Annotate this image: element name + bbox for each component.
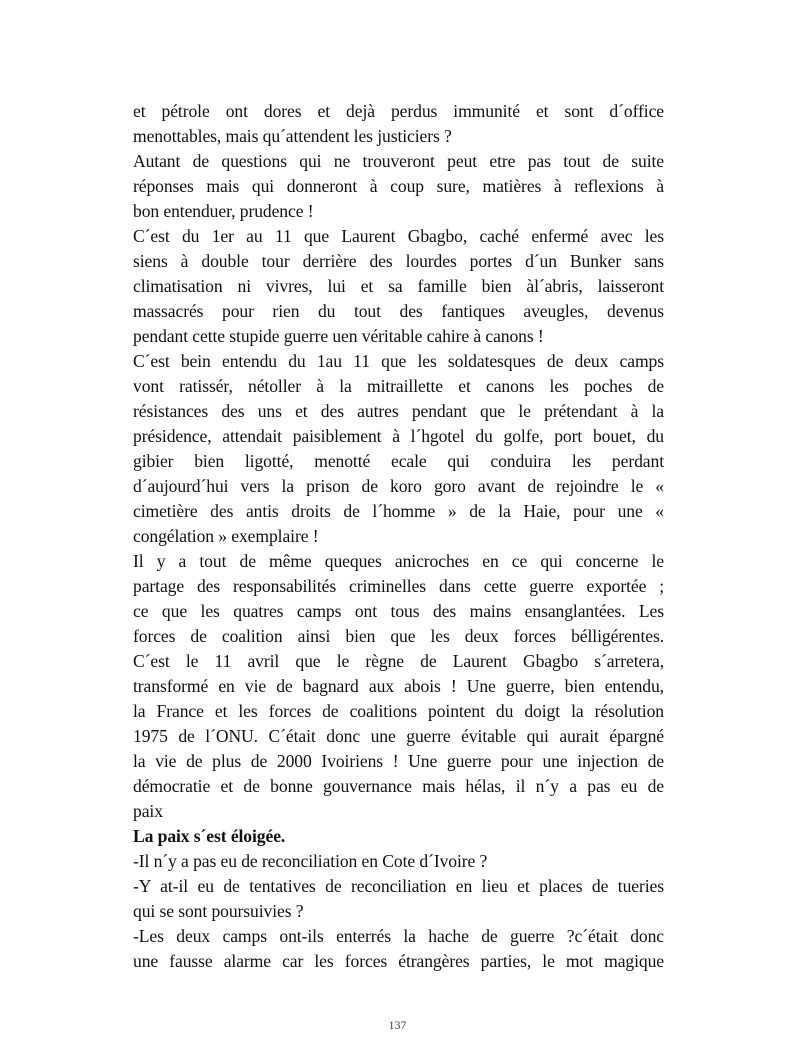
text-line: paix [133,801,163,821]
text-line: cimetière des antis droits de l´homme » de la Haie, pour une « [133,501,664,521]
text-line: C´est bein entendu du 1au 11 que les soldatesques de deux camps [133,351,664,371]
text-line: transformé en vie de bagnard aux abois ! Une guerre, bien entendu, [133,676,664,696]
text-line: forces de coalition ainsi bien que les deux forces bélligérentes. [133,626,664,646]
text-line: démocratie et de bonne gouvernance mais hélas, il n´y a pas eu de [133,776,664,796]
text-line: -Les deux camps ont-ils enterrés la hache de guerre ?c´était donc [133,926,664,946]
text-line: C´est du 1er au 11 que Laurent Gbagbo, caché enfermé avec les [133,226,664,246]
text-line: vont ratissér, nétoller à la mitraillette et canons les poches de [133,376,664,396]
text-line: massacrés pour rien du tout des fantiques aveugles, devenus [133,301,664,321]
text-line: une fausse alarme car les forces étrangères parties, le mot magique [133,951,664,971]
page-number: 137 [388,1018,407,1032]
text-line: présidence, attendait paisiblement à l´hgotel du golfe, port bouet, du [133,426,664,446]
text-line: 1975 de l´ONU. C´était donc une guerre évitable qui aurait épargné [133,726,664,746]
text-line: climatisation ni vivres, lui et sa famille bien àl´abris, laisseront [133,276,664,296]
section-heading: La paix s´est éloigée. [133,826,286,846]
text-line: congélation » exemplaire ! [133,526,319,546]
text-line: bon entenduer, prudence ! [133,201,314,221]
text-line: Autant de questions qui ne trouveront peut etre pas tout de suite [133,151,664,171]
text-line: qui se sont poursuivies ? [133,901,304,921]
text-line: partage des responsabilités criminelles dans cette guerre exportée ; [133,576,664,596]
text-line: -Y at-il eu de tentatives de reconciliation en lieu et places de tueries [133,876,664,896]
text-line: siens à double tour derrière des lourdes portes d´un Bunker sans [133,251,664,271]
text-line: gibier bien ligotté, menotté ecale qui conduira les perdant [133,451,664,471]
text-line: et pétrole ont dores et dejà perdus immunité et sont d´office [133,101,664,121]
text-line: réponses mais qui donneront à coup sure, matières à reflexions à [133,176,664,196]
text-line: d´aujourd´hui vers la prison de koro goro avant de rejoindre le « [133,476,664,496]
text-line: Il y a tout de même queques anicroches en ce qui concerne le [133,551,664,571]
text-line: ce que les quatres camps ont tous des mains ensanglantées. Les [133,601,664,621]
document-body [133,99,664,974]
text-line: -Il n´y a pas eu de reconciliation en Cote d´Ivoire ? [133,851,488,871]
text-line: la France et les forces de coalitions pointent du doigt la résolution [133,701,664,721]
text-line: C´est le 11 avril que le règne de Laurent Gbagbo s´arretera, [133,651,664,671]
text-line: pendant cette stupide guerre uen véritable cahire à canons ! [133,326,544,346]
text-line: la vie de plus de 2000 Ivoiriens ! Une guerre pour une injection de [133,751,664,771]
text-line: menottables, mais qu´attendent les justiciers ? [133,126,452,146]
text-line: résistances des uns et des autres pendant que le prétendant à la [133,401,664,421]
